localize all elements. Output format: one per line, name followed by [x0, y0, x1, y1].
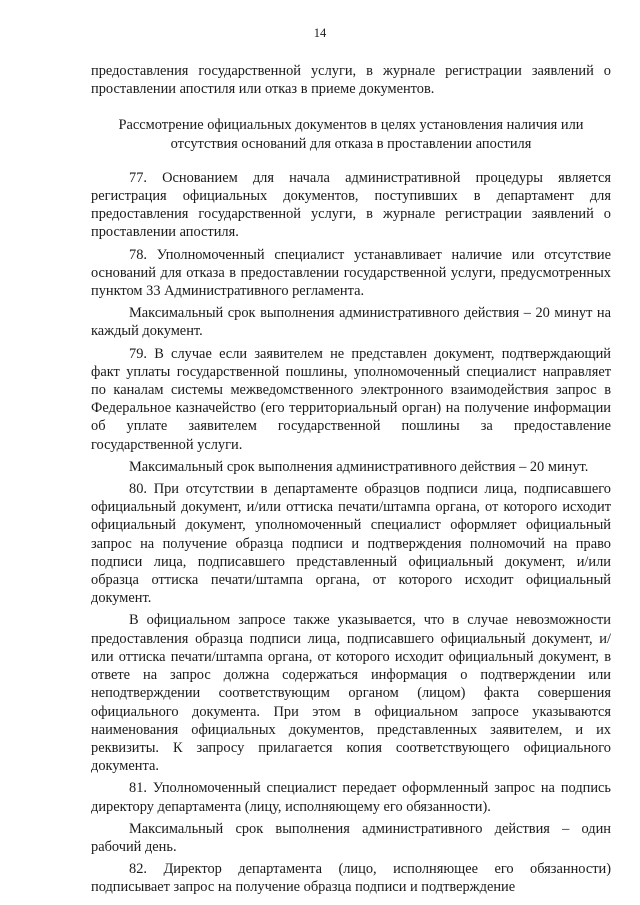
paragraph-81-time-limit: Максимальный срок выполнения административного действия – один рабочий день.: [91, 820, 611, 855]
paragraph-78-time-limit: Максимальный срок выполнения административного действия – 20 минут на каждый документ.: [91, 305, 611, 340]
paragraph-81: 81. Уполномоченный специалист передает оформленный запрос на подпись директору департамента (лицу, исполняющему его обязанности).: [91, 780, 611, 815]
paragraph-77: 77. Основанием для начала административной процедуры является регистрация официальных документов, поступивших в департамент для предоставления государственной услуги, в журнале регистрации заявлений о проставлении апостиля.: [91, 169, 611, 241]
section-title: Рассмотрение официальных документов в целях установления наличия или отсутствия оснований для отказа в проставлении апостиля: [118, 117, 584, 152]
paragraph-79-time-limit: Максимальный срок выполнения административного действия – 20 минут.: [129, 458, 589, 475]
paragraph-79: 79. В случае если заявителем не представлен документ, подтверждающий факт уплаты государственной пошлины, уполномоченный специалист направляет по каналам системы межведомственного электронного взаимодействия запрос в Федеральное казначейство (его территориальный орган) на получение информации об уплате заявителем государственной пошлины за предоставление государственной услуги.: [91, 345, 611, 453]
paragraph-82: 82. Директор департамента (лицо, исполняющее его обязанности) подписывает запрос на получение образца подписи и подтверждение: [91, 861, 611, 896]
paragraph-80: 80. При отсутствии в департаменте образцов подписи лица, подписавшего официальный документ, и/или оттиска печати/штампа органа, от которого исходит официальный документ, уполномоченный специалист оформляет официальный запрос на получение образца подписи и подтверждения полномочий на право подписи лица, подписавшего представленный официальный документ, и/или образца оттиска печати/штампа органа, от которого исходит официальный документ.: [91, 481, 611, 607]
document-body: [91, 62, 611, 897]
page-number: 14: [313, 26, 327, 40]
paragraph-80-official-request: В официальном запросе также указывается, что в случае невозможности предоставления образца подписи лица, подписавшего официальный документ, и/или оттиска печати/штампа органа, от которого исходит официальный документ, в ответе на запрос должна содержаться информация о подтверждении или неподтверждении соответствующим органом (лицом) факта совершения официального документа. При этом в официальном запросе указываются наименования официальных документов, представленных заявителем, и их реквизиты. К запросу прилагается копия соответствующего официального документа.: [91, 612, 611, 775]
paragraph-78: 78. Уполномоченный специалист устанавливает наличие или отсутствие оснований для отказа в предоставлении государственной услуги, предусмотренных пунктом 33 Административного регламента.: [91, 246, 611, 300]
intro-paragraph: предоставления государственной услуги, в журнале регистрации заявлений о проставлении апостиля или отказ в приеме документов.: [91, 63, 611, 98]
